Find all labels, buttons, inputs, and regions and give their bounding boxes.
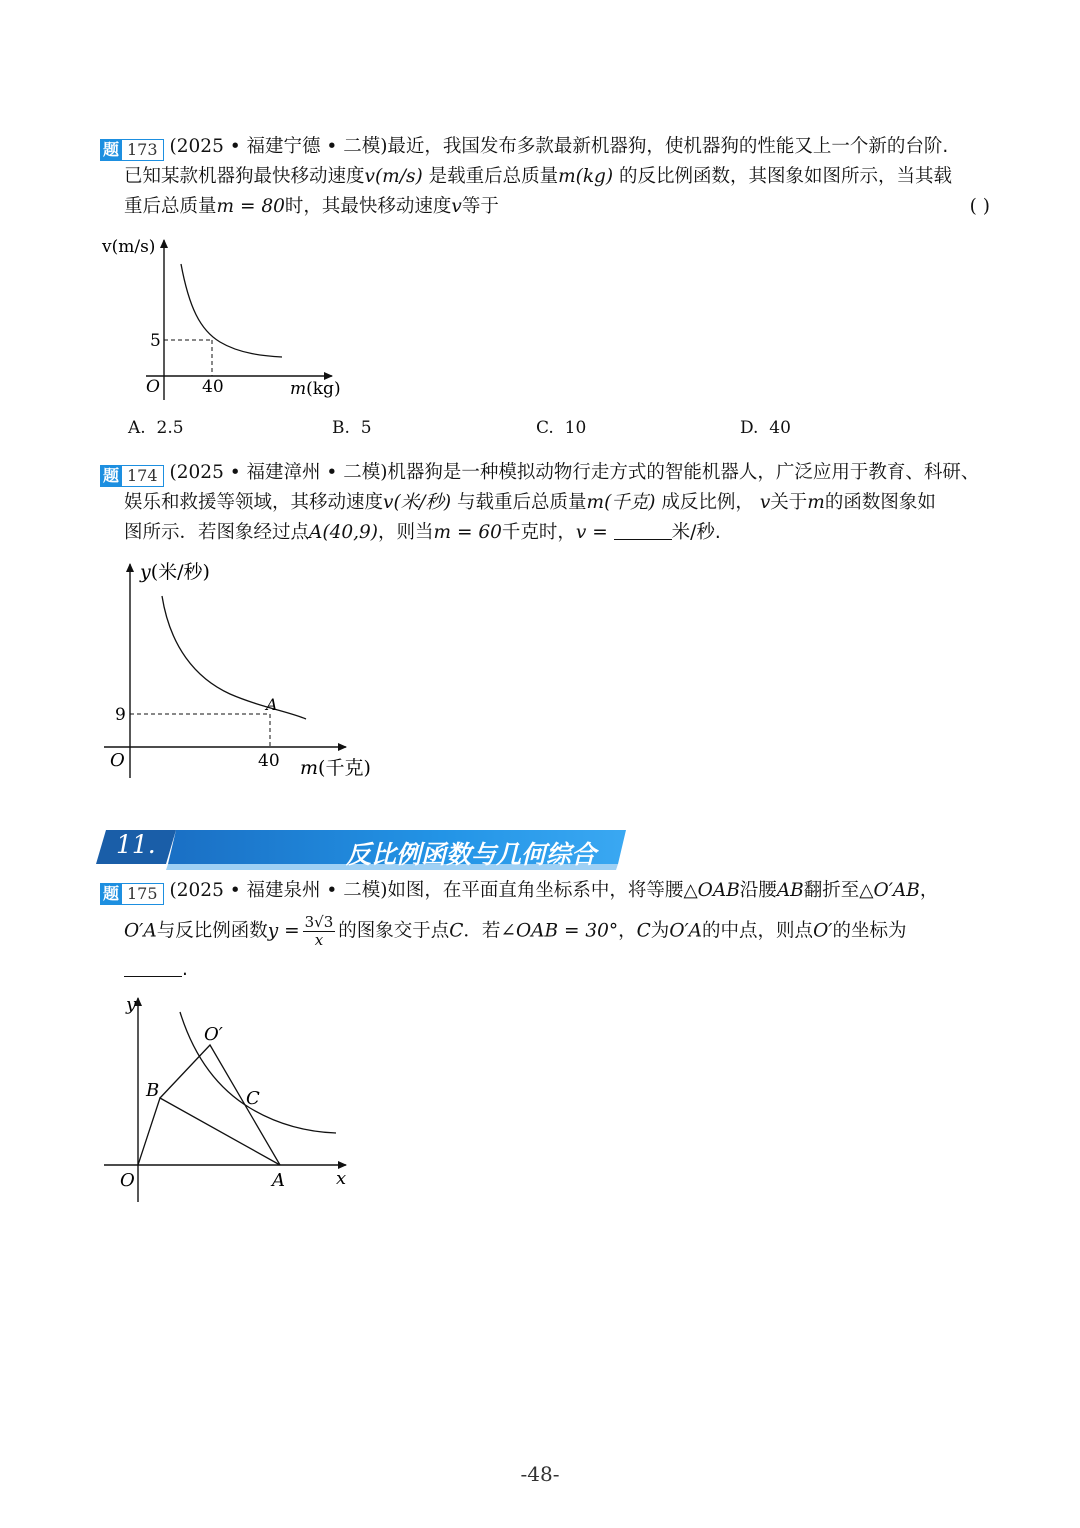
origin-label: O	[146, 377, 160, 397]
y-tick-label: 9	[115, 705, 126, 725]
origin-label: O	[120, 1170, 135, 1191]
answer-blank[interactable]	[614, 519, 672, 540]
problem-source: (2025 • 福建泉州 • 二模)	[169, 880, 388, 901]
graph-175	[100, 990, 360, 1208]
y-axis-label: y	[126, 994, 137, 1015]
point-a-label: A	[266, 695, 278, 714]
problem-tag: 题 175	[100, 883, 164, 905]
x-axis-label: m(千克)	[300, 757, 371, 779]
problem-175: 题 175 (2025 • 福建泉州 • 二模)如图，在平面直角坐标系中，将等腰△OAB沿腰AB翻折至△O′AB， O′A与反比例函数y = $\frac{3√3}{x}$ 的图象交于点C．若∠OAB = 30°，C为O′A的中点，则点O′的坐标为 .	[100, 876, 990, 985]
section-banner	[96, 830, 626, 872]
graph-174	[100, 556, 390, 786]
x-tick-label: 40	[202, 377, 224, 397]
answer-parentheses: ( )	[969, 196, 990, 217]
section-title: 反比例函数与几何综合	[345, 840, 596, 869]
graph-173	[100, 232, 360, 407]
problem-source: (2025 • 福建宁德 • 二模)	[169, 136, 388, 157]
y-tick-label: 5	[150, 331, 161, 351]
x-tick-label: 40	[258, 751, 280, 771]
problem-source: (2025 • 福建漳州 • 二模)	[169, 462, 388, 483]
y-axis-label: v(m/s)	[102, 237, 156, 257]
x-axis-label: x	[336, 1168, 347, 1189]
x-axis-label: m(kg)	[290, 379, 341, 399]
answer-blank[interactable]	[124, 956, 182, 977]
problem-174: 题 174 (2025 • 福建漳州 • 二模)机器狗是一种模拟动物行走方式的智能机器人，广泛应用于教育、科研、 娱乐和救援等领域，其移动速度v(米/秒) 与载重后总质量m(千克) 成反比例， v关于m的函数图象如 图所示．若图象经过点A(40,9)，则当m = 60千克时，v = 米/秒.	[100, 458, 990, 548]
problem-tag: 题 173	[100, 139, 164, 161]
problem-173: 题 173 (2025 • 福建宁德 • 二模)最近，我国发布多款最新机器狗，使机器狗的性能又上一个新的台阶. 已知某款机器狗最快移动速度v(m/s) 是载重后总质量m(kg) 的反比例函数，其图象如图所示，当其载 重后总质量m = 80时，其最快移动速度v等于 ( )	[100, 132, 990, 222]
fraction: $\frac{3√3}{x}$	[304, 913, 334, 949]
point-o-prime-label: O′	[204, 1024, 223, 1045]
problem-tag: 题 174	[100, 465, 164, 487]
page-number: -48-	[520, 1462, 560, 1486]
option-b[interactable]: B. 5	[332, 418, 372, 438]
point-b-label: B	[146, 1080, 160, 1101]
section-number: 11.	[116, 830, 156, 859]
y-axis-label: y(米/秒)	[140, 561, 210, 583]
origin-label: O	[110, 750, 125, 771]
triangle-o-prime-ab	[160, 1045, 280, 1165]
point-a-label: A	[272, 1170, 285, 1191]
option-d[interactable]: D. 40	[740, 418, 791, 438]
option-c[interactable]: C. 10	[536, 418, 587, 438]
inverse-curve	[181, 264, 282, 357]
inverse-curve	[162, 596, 306, 719]
option-a[interactable]: A. 2.5	[128, 418, 184, 438]
point-c-label: C	[246, 1088, 260, 1109]
